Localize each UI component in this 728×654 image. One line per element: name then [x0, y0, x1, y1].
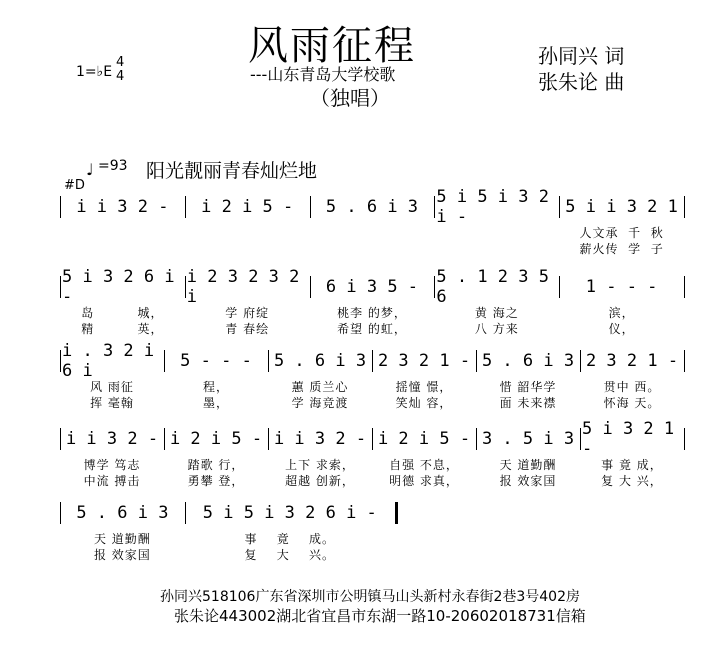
bar-line [395, 502, 398, 524]
lyric-text: 明德 求真， [389, 474, 459, 488]
lyricist-credit: 孙同兴 词 [538, 44, 625, 68]
lyric-text: 复 大 兴。 [244, 548, 336, 562]
lyric-text: 自强 不息， [389, 458, 459, 472]
lyric-text: 天 道勤酬 [93, 532, 151, 546]
score-line [60, 267, 684, 307]
lyric-text: 事 竟 成。 [244, 532, 336, 546]
lyricist-address: 孙同兴518106广东省深圳市公明镇马山头新村永春街2巷3号402房 [160, 589, 580, 605]
lyric-text: 天 道勤酬 [499, 458, 557, 472]
key-signature: 1=♭E [76, 64, 113, 80]
bar-line [684, 276, 685, 298]
measure-notes: 5 i 3 2 6 i - [62, 267, 175, 307]
lyric-text [434, 240, 559, 257]
bar-line [372, 428, 373, 450]
lyric-text [60, 240, 185, 257]
bar-line [268, 350, 269, 372]
tempo-marking: =93 [98, 158, 128, 174]
measure-notes: 3 . 5 i 3 [481, 429, 575, 449]
bar-line [684, 428, 685, 450]
measure-notes: i 2 i 5 - [201, 197, 294, 217]
lyric-text: 中流 搏击 [83, 474, 141, 488]
lyric-text [434, 224, 559, 241]
lyric-line [60, 456, 684, 473]
bar-line [559, 196, 560, 218]
song-title: 风雨征程 [248, 23, 416, 69]
lyric-text: 博学 笃志 [83, 458, 141, 472]
bar-line [60, 428, 61, 450]
lyric-text: 怀海 天。 [603, 396, 661, 410]
measure-notes: 2 3 2 1 - [377, 351, 471, 371]
measure-notes: 5 . 6 i 3 [273, 351, 367, 371]
lyric-text: 仪， [608, 322, 635, 336]
composer-address: 张朱论443002湖北省宜昌市东湖一路10-20602018731信箱 [174, 607, 586, 625]
measure-notes: 5 . 1 2 3 5 6 [436, 267, 549, 307]
lyric-text: 精 英， [81, 322, 164, 336]
measure-notes: i . 3 2 i 6 i [62, 341, 155, 381]
measure-notes: i i 3 2 - [273, 429, 367, 449]
measure-notes: 5 i 3 2 1 - [582, 419, 675, 459]
lyric-text: 程， [202, 380, 229, 394]
lyric-text: 笑灿 容， [395, 396, 453, 410]
score-line [60, 419, 684, 459]
lyric-text: 滨， [608, 306, 635, 320]
bar-line [476, 350, 477, 372]
lyric-text: 岛 城， [81, 306, 164, 320]
bar-line [372, 350, 373, 372]
song-subtitle: ---山东青岛大学校歌 [250, 65, 396, 84]
bar-line [434, 276, 435, 298]
performance-type: （独唱） [310, 86, 390, 110]
lyric-text: 复 大 兴， [601, 474, 663, 488]
time-signature-top: 4 [116, 55, 125, 70]
lyric-text: 风 雨征 [90, 380, 134, 394]
measure-notes: 6 i 3 5 - [325, 277, 419, 297]
lyric-text: 报 效家国 [499, 474, 557, 488]
bar-line [580, 428, 581, 450]
lyric-text: 桃李 的梦， [337, 306, 407, 320]
measure-notes: i 2 i 5 - [377, 429, 471, 449]
measure-notes: 5 . 6 i 3 [325, 197, 419, 217]
measure-notes: 5 . 6 i 3 [76, 503, 169, 523]
lyric-text: 蕙 质兰心 [291, 380, 349, 394]
lyric-text [310, 240, 435, 257]
measure-notes: 5 i 5 i 3 2 6 i - [202, 503, 377, 523]
lyric-text: 惜 韶华学 [499, 380, 557, 394]
bar-line [185, 276, 186, 298]
lyric-line [60, 304, 684, 321]
lyric-line [60, 530, 684, 547]
measure-notes: 5 - - - [180, 351, 252, 371]
measure-notes: i i 3 2 - [65, 429, 159, 449]
lyric-line [60, 240, 684, 257]
lyric-text: 黄 海之 [474, 306, 519, 320]
bar-line [476, 428, 477, 450]
measure-notes: 5 . 6 i 3 [481, 351, 575, 371]
score-line [60, 502, 684, 524]
bar-line [310, 196, 311, 218]
lyric-text [60, 224, 185, 241]
bar-line [60, 350, 61, 372]
lyric-text: 勇攀 登， [187, 474, 245, 488]
time-signature [116, 56, 124, 84]
bar-line [185, 196, 186, 218]
lyric-text: 超越 创新， [285, 474, 355, 488]
bar-line [164, 350, 165, 372]
lyric-line [60, 546, 684, 563]
bar-line [684, 196, 685, 218]
lyric-text: 希望 的虹， [337, 322, 407, 336]
bar-line [185, 502, 186, 524]
score-line [60, 341, 684, 381]
lyric-text: 贯中 西。 [603, 380, 661, 394]
measure-notes: 2 3 2 1 - [585, 351, 679, 371]
lyric-line [60, 472, 684, 489]
bar-line [268, 428, 269, 450]
quarter-note-icon: ♩ [86, 160, 94, 179]
lyric-text: 上下 求索， [285, 458, 355, 472]
opening-lyric: 阳光靓丽青春灿烂地 [146, 160, 318, 182]
lyric-text: 报 效家国 [93, 548, 151, 562]
lyric-line [60, 320, 684, 337]
lyric-line [60, 394, 684, 411]
lyric-text: 揺憧 憬， [395, 380, 453, 394]
measure-notes: 5 i i 3 2 1 [565, 197, 678, 217]
modulation-mark: #D [64, 178, 85, 193]
lyric-text: 薪火传 学 子 [579, 242, 664, 256]
bar-line [434, 196, 435, 218]
measure-notes: i 2 3 2 3 2 i [186, 267, 300, 307]
measure-notes: i i 3 2 - [76, 197, 169, 217]
lyric-text: 挥 毫翰 [90, 396, 134, 410]
bar-line [310, 276, 311, 298]
score-line [60, 187, 684, 227]
bar-line [684, 350, 685, 372]
lyric-text [185, 224, 310, 241]
bar-line [580, 350, 581, 372]
lyric-text: 学 海竞渡 [291, 396, 349, 410]
lyric-text: 面 未来襟 [499, 396, 557, 410]
lyric-text: 八 方来 [474, 322, 519, 336]
lyric-line [60, 224, 684, 241]
lyric-text [185, 240, 310, 257]
lyric-text: 学 府绽 [225, 306, 270, 320]
bar-line [60, 502, 61, 524]
bar-line [60, 276, 61, 298]
measure-notes: 1 - - - [585, 277, 658, 297]
lyric-text: 踏歌 行， [187, 458, 245, 472]
measure-notes: i 2 i 5 - [169, 429, 263, 449]
bar-line [164, 428, 165, 450]
lyric-text: 青 春绘 [225, 322, 270, 336]
lyric-text: 事 竟 成， [601, 458, 663, 472]
lyric-text: 人文承 千 秋 [579, 226, 664, 240]
bar-line [60, 196, 61, 218]
composer-credit: 张朱论 曲 [538, 70, 625, 94]
lyric-text [310, 224, 435, 241]
lyric-text: 墨， [202, 396, 229, 410]
lyric-line [60, 378, 684, 395]
measure-notes: 5 i 5 i 3 2 i - [436, 187, 549, 227]
bar-line [559, 276, 560, 298]
time-signature-bottom: 4 [116, 69, 125, 84]
